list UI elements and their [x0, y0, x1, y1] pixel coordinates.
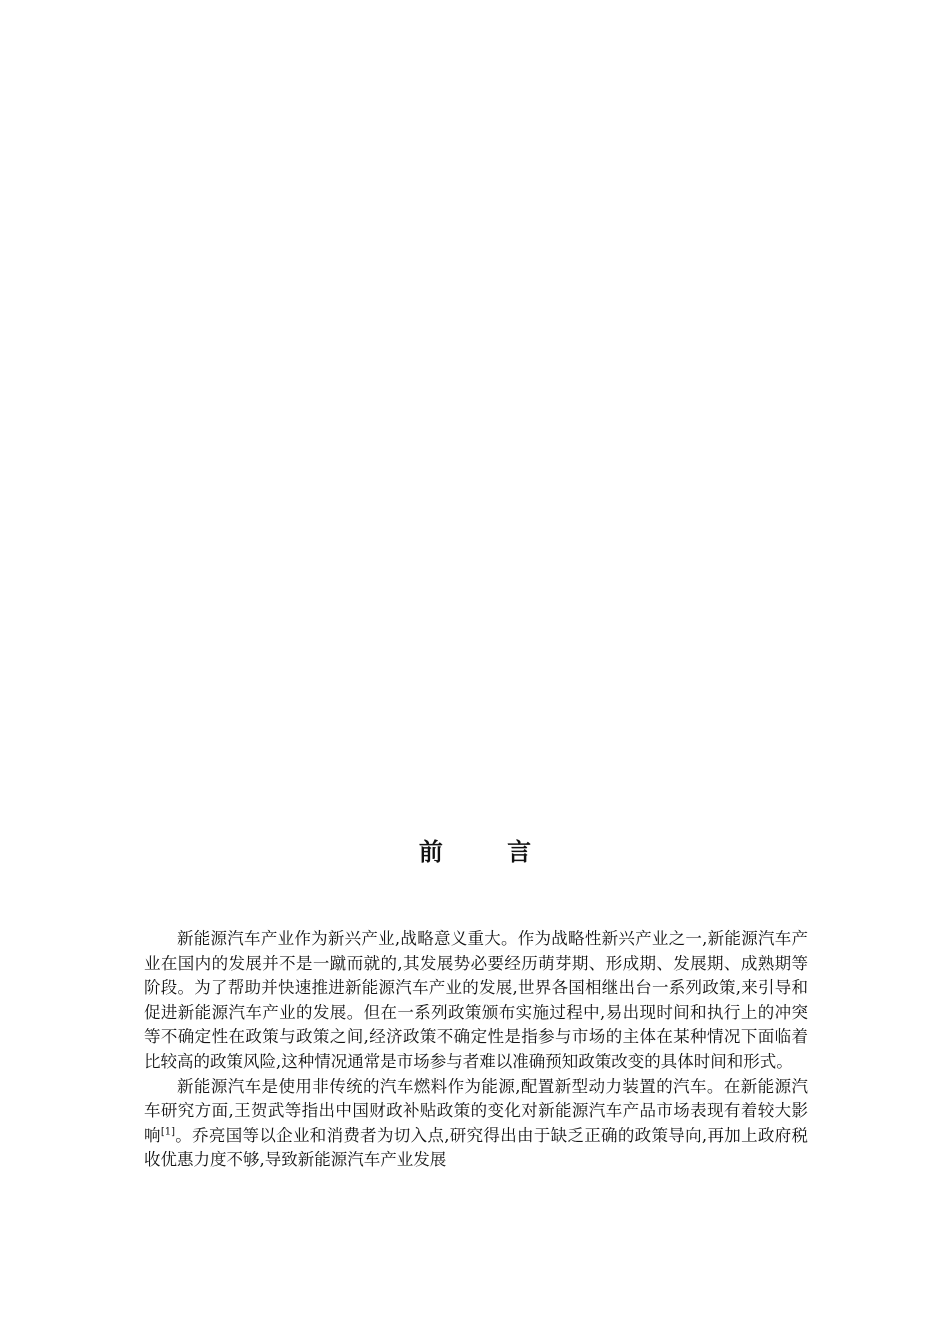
paragraph-2-after-citation: 。乔亮国等以企业和消费者为切入点,研究得出由于缺乏正确的政策导向,再加上政府税收优惠力度不够,导致新能源汽车产业发展: [144, 1125, 808, 1170]
body-text: [144, 927, 808, 1173]
paragraph-1: 新能源汽车产业作为新兴产业,战略意义重大。作为战略性新兴产业之一,新能源汽车产业在国内的发展并不是一蹴而就的,其发展势必要经历萌芽期、形成期、发展期、成熟期等阶段。为了帮助并快速推进新能源汽车产业的发展,世界各国相继出台一系列政策,来引导和促进新能源汽车产业的发展。但在一系列政策颁布实施过程中,易出现时间和执行上的冲突等不确定性在政策与政策之间,经济政策不确定性是指参与市场的主体在某种情况下面临着比较高的政策风险,这种情况通常是市场参与者难以准确预知政策改变的具体时间和形式。: [144, 929, 808, 1071]
paragraph-2-before-citation: 新能源汽车是使用非传统的汽车燃料作为能源,配置新型动力装置的汽车。在新能源汽车研究方面,王贺武等指出中国财政补贴政策的变化对新能源汽车产品市场表现有着较大影响: [144, 1076, 808, 1145]
page-title: 前 言: [418, 838, 560, 866]
paragraph-2: [144, 1075, 808, 1173]
citation-marker: [1]: [160, 1126, 175, 1138]
